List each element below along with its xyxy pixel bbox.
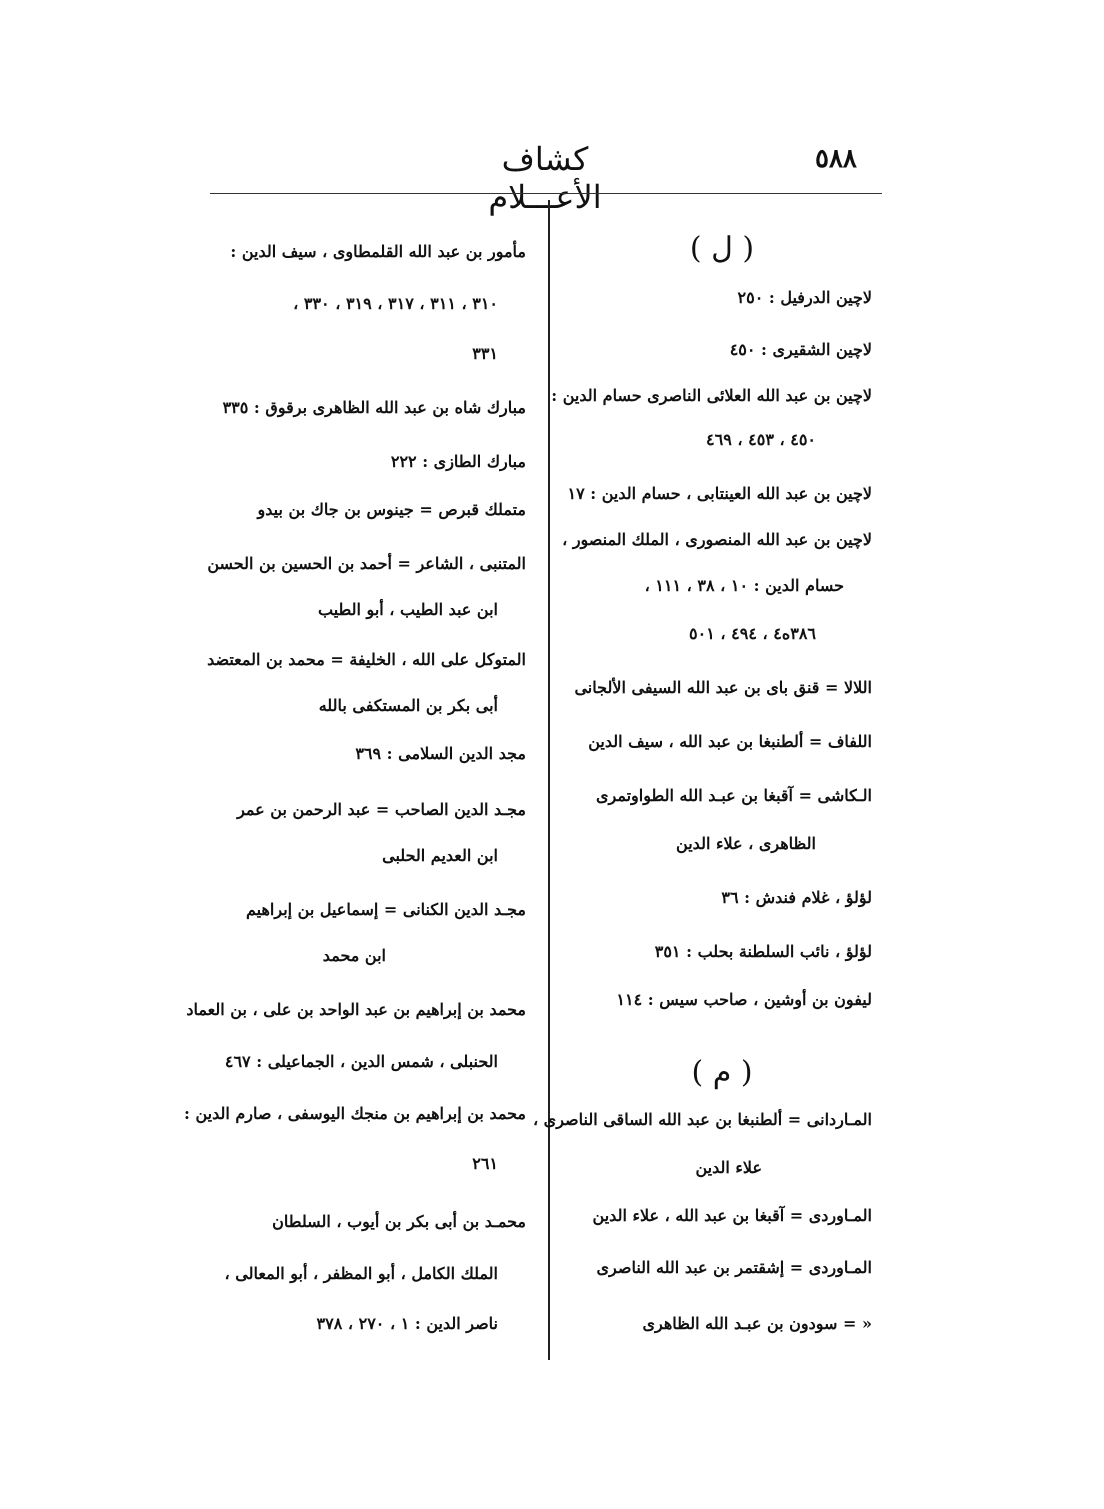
index-entry: مجـد الدين الكنانى = إسماعيل بن إبراهيم <box>246 900 526 919</box>
index-entry: محمـد بن أبى بكر بن أيوب ، السلطان <box>272 1212 526 1231</box>
index-entry: ٢٦١ <box>472 1154 498 1173</box>
index-entry: لاچين بن عبد الله العينتابى ، حسام الدين : ١٧ <box>567 484 872 503</box>
index-entry: ليفون بن أوشين ، صاحب سيس : ١١٤ <box>616 990 872 1009</box>
index-entry: « = سودون بن عبـد الله الظاهرى <box>642 1314 872 1333</box>
index-entry: الـكاشى = آقبغا بن عبـد الله الطواوتمرى <box>595 786 872 805</box>
column-divider <box>548 200 550 1360</box>
index-entry: مجد الدين السلامى : ٣٦٩ <box>355 744 526 763</box>
page-number: ٥٨٨ <box>815 144 857 174</box>
index-entry: لاچين بن عبد الله العلائى الناصرى حسام الدين : <box>551 386 872 405</box>
index-entry: ابن عبد الطيب ، أبو الطيب <box>318 600 498 619</box>
index-entry: المـاردانى = ألطنبغا بن عبد الله الساقى الناصرى ، <box>532 1110 872 1129</box>
index-entry: أبى بكر بن المستكفى بالله <box>318 696 498 715</box>
header-rule <box>210 193 882 194</box>
index-entry: لاچين بن عبد الله المنصورى ، الملك المنصور ، <box>562 530 872 549</box>
index-entry: متملك قبرص = جينوس بن جاك بن بيدو <box>257 500 526 519</box>
index-entry: ٤٥٠ ، ٤٥٣ ، ٤٦٩ <box>706 430 816 449</box>
section-heading-lam: ( ل ) <box>689 231 755 266</box>
section-heading-mim: ( م ) <box>691 1055 753 1090</box>
index-entry: ناصر الدين : ١ ، ٢٧٠ ، ٣٧٨ <box>316 1314 498 1333</box>
index-entry: مبارك الطازى : ٢٢٢ <box>390 452 526 471</box>
index-entry: المتوكل على الله ، الخليفة = محمد بن المعتضد <box>207 650 526 669</box>
index-entry: ٣٣١ <box>472 344 498 363</box>
index-entry: مأمور بن عبد الله القلمطاوى ، سيف الدين : <box>230 242 526 261</box>
index-entry: علاء الدين <box>695 1158 762 1177</box>
index-entry: المتنبى ، الشاعر = أحمد بن الحسين بن الحسن <box>207 554 526 573</box>
index-entry: الظاهرى ، علاء الدين <box>676 834 816 853</box>
index-entry: ٣٨٦ه٤ ، ٤٩٤ ، ٥٠١ <box>689 624 816 643</box>
page-header <box>210 140 882 216</box>
index-entry: لاچين الدرفيل : ٢٥٠ <box>737 288 872 307</box>
index-entry: لاچين الشقيرى : ٤٥٠ <box>729 340 872 359</box>
index-entry: الحنبلى ، شمس الدين ، الجماعيلى : ٤٦٧ <box>224 1052 498 1071</box>
index-entry: حسام الدين : ١٠ ، ٣٨ ، ١١١ ، <box>644 576 844 595</box>
index-entry: لؤلؤ ، غلام فندش : ٣٦ <box>721 888 872 907</box>
index-entry: ٣١٠ ، ٣١١ ، ٣١٧ ، ٣١٩ ، ٣٣٠ ، <box>293 294 498 313</box>
index-entry: الملك الكامل ، أبو المظفر ، أبو المعالى ، <box>224 1264 498 1283</box>
index-entry: محمد بن إبراهيم بن منجك اليوسفى ، صارم الدين : <box>183 1104 526 1123</box>
index-entry: المـاوردى = آقبغا بن عبد الله ، علاء الدين <box>592 1206 872 1225</box>
index-entry: ابن العديم الحلبى <box>382 846 498 865</box>
index-entry: مجـد الدين الصاحب = عبد الرحمن بن عمر <box>237 800 526 819</box>
index-entry: مبارك شاه بن عبد الله الظاهرى برقوق : ٣٣٥ <box>222 398 526 417</box>
page-title: كشاف الأعـــلام <box>488 140 602 216</box>
index-entry: اللالا = قنق باى بن عبد الله السيفى الألجانى <box>574 678 872 697</box>
index-entry: لؤلؤ ، نائب السلطنة بحلب : ٣٥١ <box>654 942 872 961</box>
index-entry: اللفاف = ألطنبغا بن عبد الله ، سيف الدين <box>588 732 872 751</box>
index-entry: ابن محمد <box>322 946 386 965</box>
index-entry: محمد بن إبراهيم بن عبد الواحد بن على ، بن العماد <box>186 1000 526 1019</box>
index-entry: المـاوردى = إشقتمر بن عبد الله الناصرى <box>596 1258 872 1277</box>
